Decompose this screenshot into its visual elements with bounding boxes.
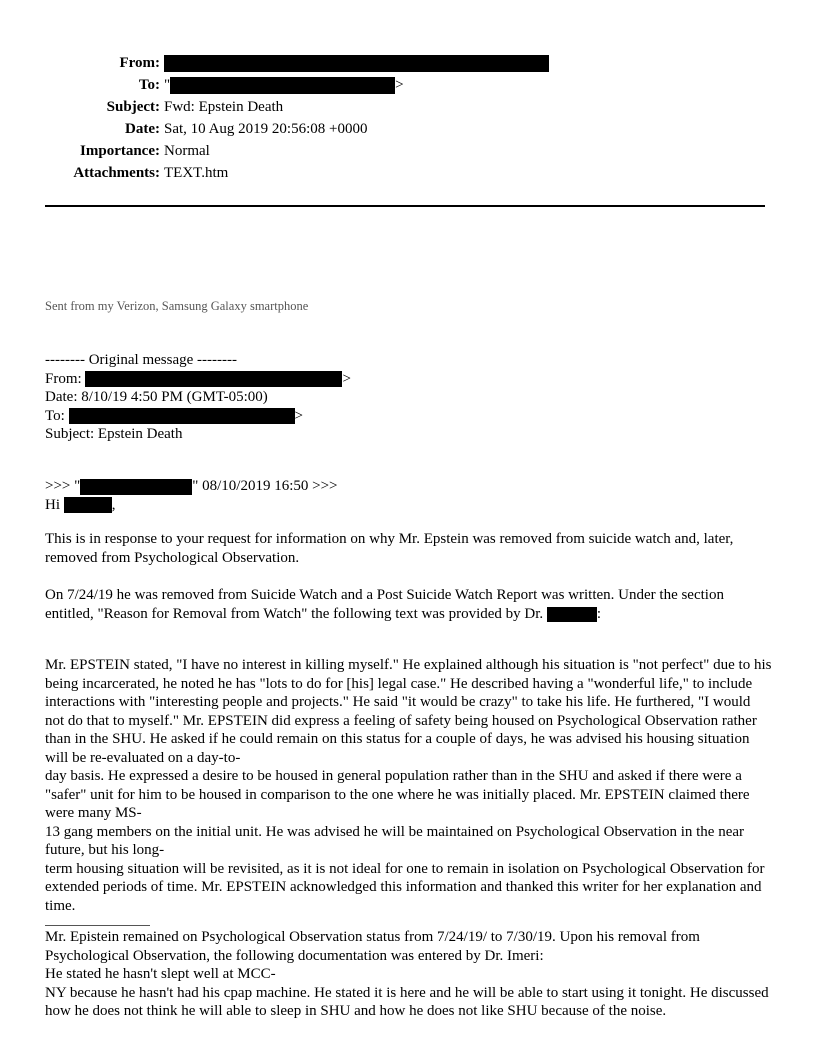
header-from-row (0, 52, 816, 74)
subject-label: Subject: (106, 99, 160, 115)
original-subject-line: Subject: Epstein Death (45, 426, 183, 442)
quoted-sender-line: >>> " " 08/10/2019 16:50 >>> (45, 478, 338, 494)
to-value: " > (164, 77, 404, 93)
redaction-box (69, 408, 295, 424)
body-paragraph-7: Mr. Epistein remained on Psychological Observation status from 7/24/19/ to 7/30/19. Upon his removal from Psychological Observation, the following documentation was entered by Dr. Imeri: (45, 929, 700, 964)
importance-label: Importance: (80, 143, 160, 159)
to-label: To: (138, 77, 160, 93)
original-message-header (45, 351, 773, 444)
mobile-signature: Sent from my Verizon, Samsung Galaxy smartphone (45, 299, 309, 313)
followup-text (45, 928, 773, 1021)
body-paragraph-9: NY because he hasn't had his cpap machine. He stated it is here and he will be able to start using it tonight. He discussed how he does not think he will able to sleep in SHU and how he does not like SHU because of the noise. (45, 984, 769, 1019)
from-label: From: (119, 55, 160, 71)
importance-value: Normal (164, 143, 210, 159)
header-to-row (0, 74, 816, 96)
separator-line (45, 925, 150, 926)
header-subject-row (0, 96, 816, 118)
body-paragraph-1: This is in response to your request for information on why Mr. Epstein was removed from suicide watch and, later, removed from Psychological Observation. (45, 531, 734, 566)
subject-value: Fwd: Epstein Death (164, 99, 284, 115)
body-paragraph-2: On 7/24/19 he was removed from Suicide Watch and a Post Suicide Watch Report was written. Under the section entitled, "Reason for Removal from Watch" the following text was provided by Dr. : (45, 587, 724, 622)
date-label: Date: (125, 121, 160, 137)
greeting-line: Hi , (45, 496, 116, 513)
header-importance-row (0, 140, 816, 162)
body-paragraph-3: Mr. EPSTEIN stated, "I have no interest in killing myself." He explained although his situation is "not perfect" due to his being incarcerated, he noted he has "lots to do for [his] legal case." He described having a "wonderful life," to include interactions with "interesting people and projects." He said "it would be crazy" to take his life. He furthered, "I would not do that to myself." Mr. EPSTEIN did express a feeling of safety being housed on Psychological Observation rather than in the SHU. He asked if he could remain on this status for a couple of days, he was advised his housing situation will be re-evaluated on a day-to- (45, 657, 772, 766)
redaction-box (164, 55, 549, 72)
body-paragraph-6: term housing situation will be revisited, as it is not ideal for one to remain in isolation on Psychological Observation for extended periods of time. Mr. EPSTEIN acknowledged this information and thanked this writer for her explanation and time. (45, 860, 765, 914)
original-from-line: From: > (45, 370, 351, 387)
header-divider (45, 205, 765, 207)
from-value (164, 52, 549, 74)
original-date-line: Date: 8/10/19 4:50 PM (GMT-05:00) (45, 389, 268, 405)
quoted-header (45, 477, 773, 514)
evaluation-text (45, 656, 773, 915)
attachments-label: Attachments: (73, 165, 160, 181)
redaction-box (85, 371, 342, 387)
redaction-box (547, 607, 597, 622)
original-to-line: To: > (45, 407, 304, 424)
body-paragraph-8: He stated he hasn't slept well at MCC- (45, 966, 276, 982)
body-paragraph-5: 13 gang members on the initial unit. He was advised he will be maintained on Psychological Observation in the near future, but his long- (45, 823, 745, 858)
attachments-value: TEXT.htm (164, 165, 229, 181)
redaction-box (80, 479, 192, 495)
header-attachments-row (0, 162, 816, 184)
redaction-box (64, 497, 112, 513)
header-date-row (0, 118, 816, 140)
original-banner: -------- Original message -------- (45, 352, 237, 368)
date-value: Sat, 10 Aug 2019 20:56:08 +0000 (164, 121, 368, 137)
body-paragraph-4: day basis. He expressed a desire to be housed in general population rather than in the SHU and asked if there were a "safer" unit for him to be housed in comparison to the one where he was initially placed. Mr. EPSTEIN claimed there were many MS- (45, 768, 750, 821)
redaction-box (170, 77, 395, 94)
